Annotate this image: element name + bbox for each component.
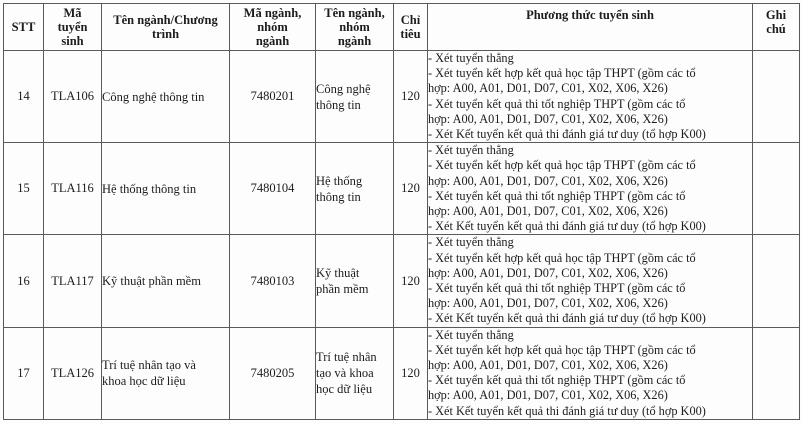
header-quota: Chỉ tiêu — [394, 4, 428, 51]
cell-notes — [753, 235, 800, 327]
cell-notes — [753, 327, 800, 419]
cell-admission-code: TLA116 — [44, 143, 102, 235]
table-row — [4, 143, 800, 235]
cell-major-name: Trí tuệ nhân tạo và khoa học dữ liệu — [316, 327, 394, 419]
cell-quota: 120 — [394, 143, 428, 235]
cell-notes — [753, 51, 800, 143]
cell-admission-methods: - Xét tuyển thẳng - Xét tuyển kết hợp kết quả học tập THPT (gồm các tổ hợp: A00, A01, D01, D07, C01, X02, X06, X26) - Xét tuyển kết quả thi tốt nghiệp THPT (gồm các tổ hợp: A00, A01, D01, D07, C01, X02, X06, X26) - Xét Kết tuyển kết quả thi đánh giá tư duy (tổ hợp K00) — [428, 235, 753, 327]
cell-quota: 120 — [394, 327, 428, 419]
header-program-name: Tên ngành/Chương trình — [102, 4, 230, 51]
cell-quota: 120 — [394, 235, 428, 327]
header-major-name: Tên ngành, nhóm ngành — [316, 4, 394, 51]
cell-stt: 17 — [4, 327, 44, 419]
cell-admission-methods: - Xét tuyển thẳng - Xét tuyển kết hợp kết quả học tập THPT (gồm các tổ hợp: A00, A01, D01, D07, C01, X02, X06, X26) - Xét tuyển kết quả thi tốt nghiệp THPT (gồm các tổ hợp: A00, A01, D01, D07, C01, X02, X06, X26) - Xét Kết tuyển kết quả thi đánh giá tư duy (tổ hợp K00) — [428, 51, 753, 143]
admissions-table — [3, 3, 800, 420]
cell-program-name: Kỹ thuật phần mềm — [102, 235, 230, 327]
table-row — [4, 51, 800, 143]
header-admission-methods: Phương thức tuyển sinh — [428, 4, 753, 51]
header-notes: Ghi chú — [753, 4, 800, 51]
cell-admission-code: TLA106 — [44, 51, 102, 143]
cell-major-code: 7480104 — [230, 143, 316, 235]
cell-major-code: 7480205 — [230, 327, 316, 419]
cell-stt: 16 — [4, 235, 44, 327]
cell-admission-methods: - Xét tuyển thẳng - Xét tuyển kết hợp kết quả học tập THPT (gồm các tổ hợp: A00, A01, D01, D07, C01, X02, X06, X26) - Xét tuyển kết quả thi tốt nghiệp THPT (gồm các tổ hợp: A00, A01, D01, D07, C01, X02, X06, X26) - Xét Kết tuyển kết quả thi đánh giá tư duy (tổ hợp K00) — [428, 143, 753, 235]
cell-major-code: 7480201 — [230, 51, 316, 143]
cell-program-name: Công nghệ thông tin — [102, 51, 230, 143]
cell-stt: 15 — [4, 143, 44, 235]
cell-major-name: Hệ thống thông tin — [316, 143, 394, 235]
cell-quota: 120 — [394, 51, 428, 143]
cell-major-name: Công nghệ thông tin — [316, 51, 394, 143]
cell-admission-code: TLA117 — [44, 235, 102, 327]
header-admission-code: Mã tuyển sinh — [44, 4, 102, 51]
header-major-code: Mã ngành, nhóm ngành — [230, 4, 316, 51]
table-row — [4, 235, 800, 327]
cell-major-name: Kỹ thuật phần mềm — [316, 235, 394, 327]
cell-admission-code: TLA126 — [44, 327, 102, 419]
cell-admission-methods: - Xét tuyển thẳng - Xét tuyển kết hợp kết quả học tập THPT (gồm các tổ hợp: A00, A01, D01, D07, C01, X02, X06, X26) - Xét tuyển kết quả thi tốt nghiệp THPT (gồm các tổ hợp: A00, A01, D01, D07, C01, X02, X06, X26) - Xét Kết tuyển kết quả thi đánh giá tư duy (tổ hợp K00) — [428, 327, 753, 419]
table-row — [4, 327, 800, 419]
header-stt: STT — [4, 4, 44, 51]
cell-program-name: Hệ thống thông tin — [102, 143, 230, 235]
cell-stt: 14 — [4, 51, 44, 143]
cell-major-code: 7480103 — [230, 235, 316, 327]
cell-program-name: Trí tuệ nhân tạo và khoa học dữ liệu — [102, 327, 230, 419]
cell-notes — [753, 143, 800, 235]
header-row — [4, 4, 800, 51]
